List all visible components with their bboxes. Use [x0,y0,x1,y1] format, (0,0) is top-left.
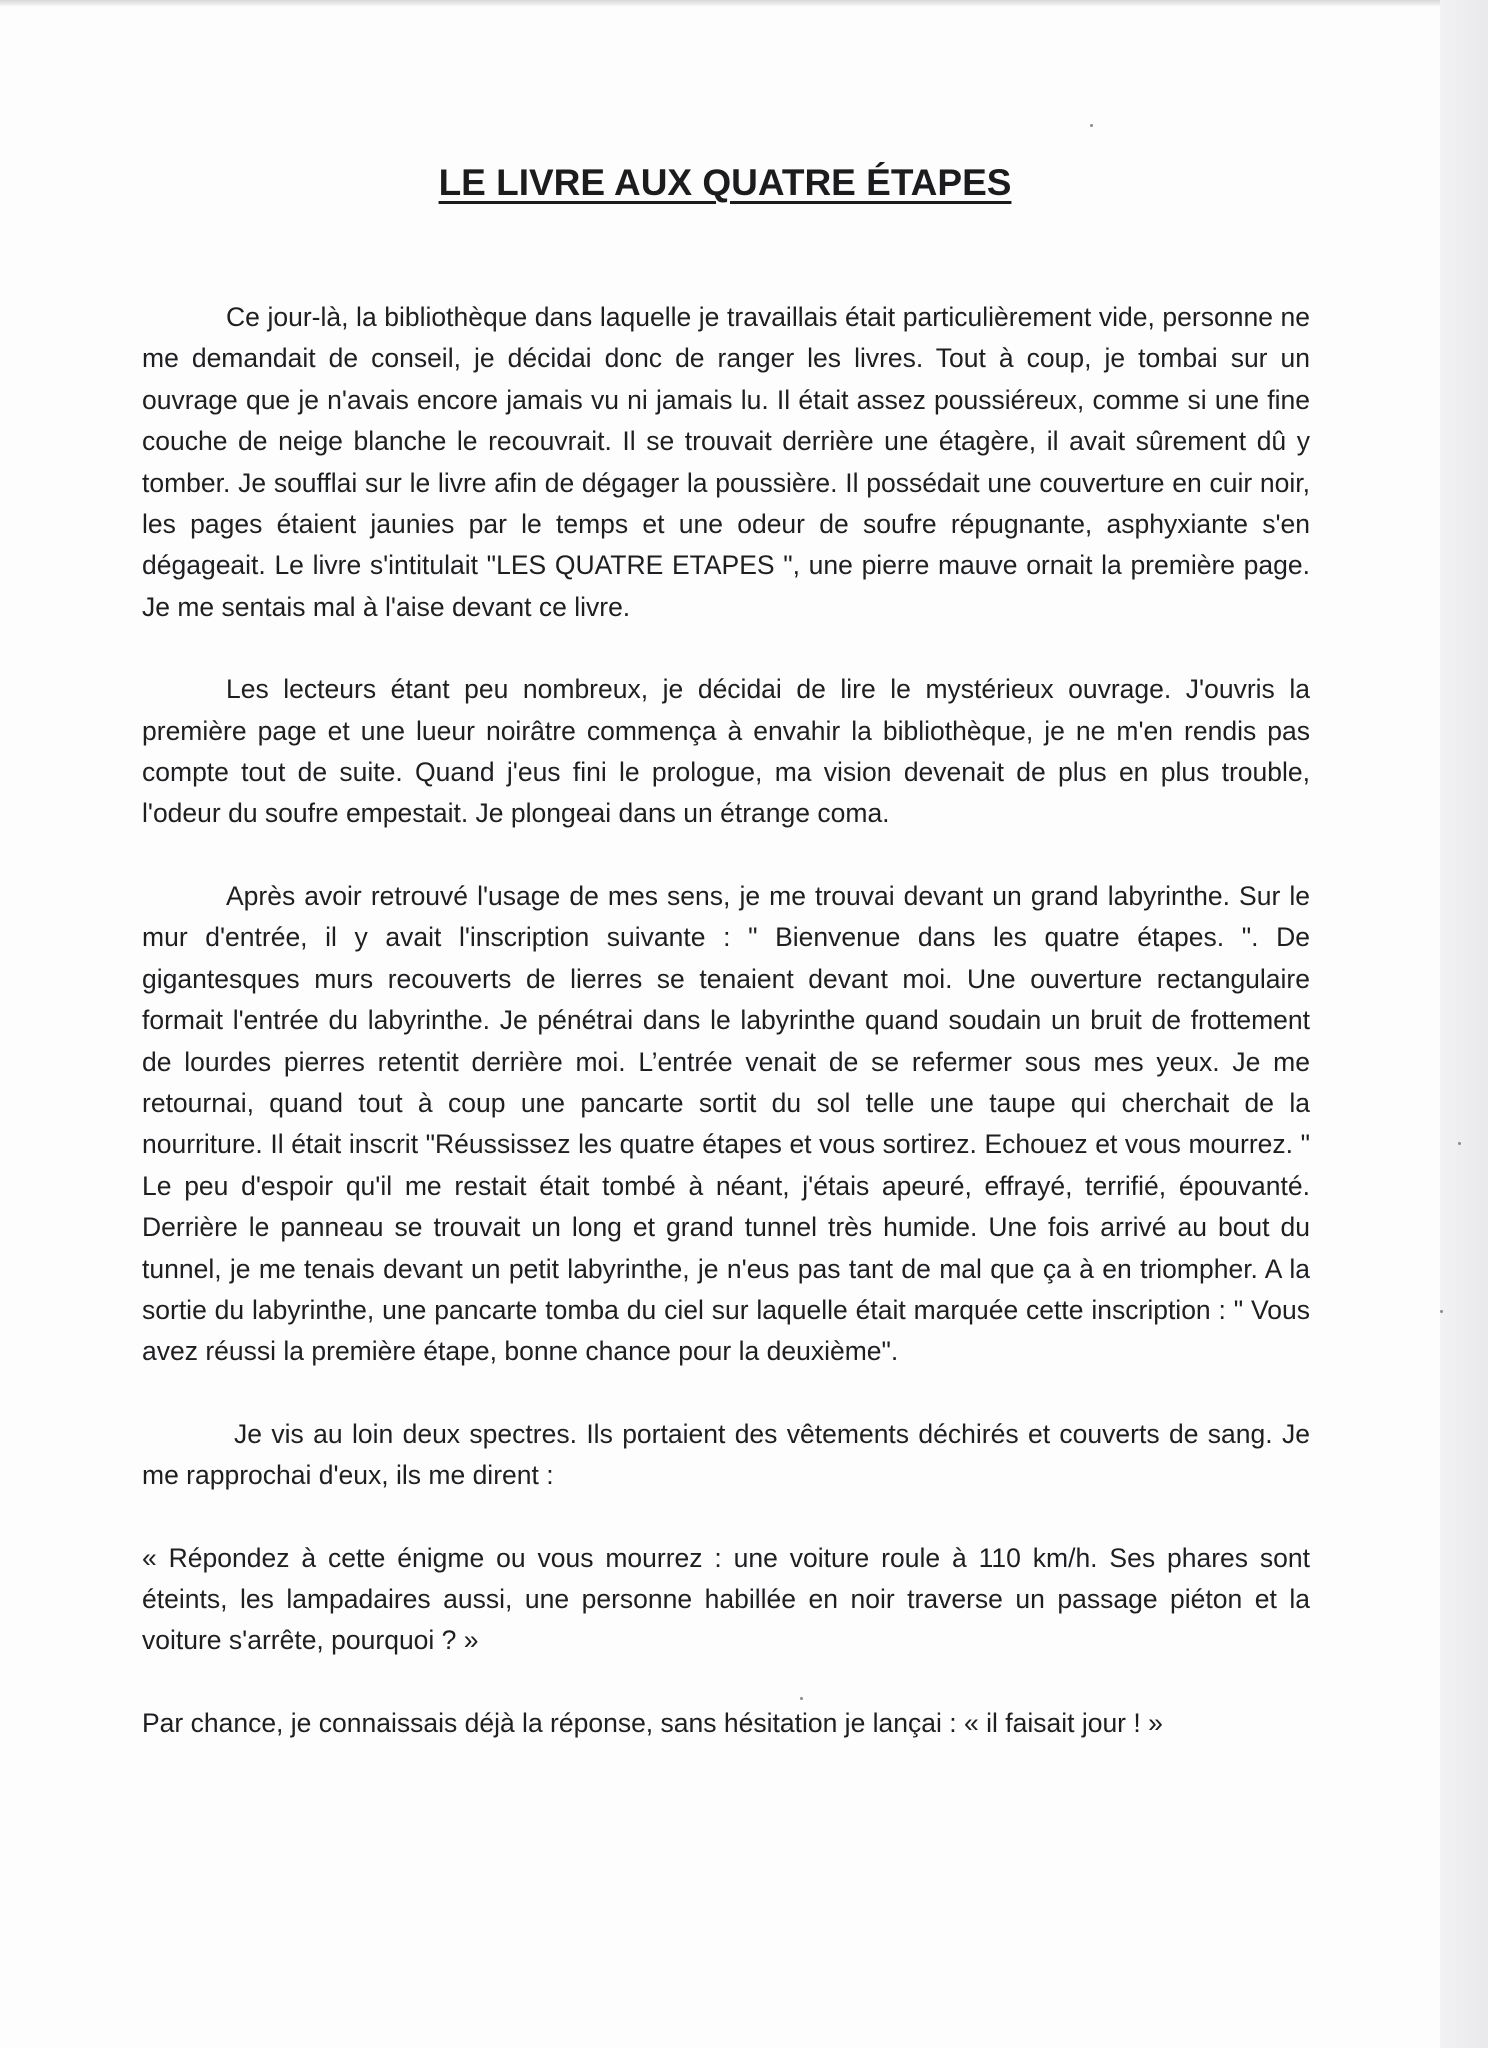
paper-right-edge [1440,0,1488,2048]
paragraph-6: Par chance, je connaissais déjà la réponse, sans hésitation je lançai : « il faisait jour ! » [142,1707,1163,1738]
scan-speck [1440,1310,1443,1313]
paragraph-3: Après avoir retrouvé l'usage de mes sens, je me trouvai devant un grand labyrinthe. Sur le mur d'entrée, il y avait l'inscription suivante : " Bienvenue dans les quatre étapes. ". De gigantesques murs recouverts de lierres se tenaient devant moi. Une ouverture rectangulaire formait l'entrée du labyrinthe. Je pénétrai dans le labyrinthe quand soudain un bruit de frottement de lourdes pierres retentit derrière moi. L’entrée venait de se refermer sous mes yeux. Je me retournai, quand tout à coup une pancarte sortit du sol telle une taupe qui cherchait de la nourriture. Il était inscrit "Réussissez les quatre étapes et vous sortirez. Echouez et vous mourrez. " Le peu d'espoir qu'il me restait était tombé à néant, j'étais apeuré, effrayé, terrifié, épouvanté. Derrière le panneau se trouvait un long et grand tunnel très humide. Une fois arrivé au bout du tunnel, je me tenais devant un petit labyrinthe, je n'eus pas tant de mal que ça à en triompher. A la sortie du labyrinthe, une pancarte tomba du ciel sur laquelle était marquée cette inscription : " Vous avez réussi la première étape, bonne chance pour la deuxième". [142,880,1310,1367]
paragraph-2: Les lecteurs étant peu nombreux, je décidai de lire le mystérieux ouvrage. J'ouvris la première page et une lueur noirâtre commença à envahir la bibliothèque, je ne m'en rendis pas compte tout de suite. Quand j'eus fini le prologue, ma vision devenait de plus en plus trouble, l'odeur du soufre empestait. Je plongeai dans un étrange coma. [142,674,1310,829]
scan-speck [800,1697,803,1700]
document-title: LE LIVRE AUX QUATRE ÉTAPES [438,162,1012,203]
scan-speck [1090,124,1093,127]
scan-speck [1458,1142,1461,1145]
paragraph-4: Je vis au loin deux spectres. Ils portaient des vêtements déchirés et couverts de sang. Je me rapprochai d'eux, ils me dirent : [142,1418,1310,1491]
paragraph-1: Ce jour-là, la bibliothèque dans laquelle je travaillais était particulièrement vide, personne ne me demandait de conseil, je décidai donc de ranger les livres. Tout à coup, je tombai sur un ouvrage que je n'avais encore jamais vu ni jamais lu. Il était assez poussiéreux, comme si une fine couche de neige blanche le recouvrait. Il se trouvait derrière une étagère, il avait sûrement dû y tomber. Je soufflai sur le livre afin de dégager la poussière. Il possédait une couverture en cuir noir, les pages étaient jaunies par le temps et une odeur de soufre répugnante, asphyxiante s'en dégageait. Le livre s'intitulait "LES QUATRE ETAPES ", une pierre mauve ornait la première page. Je me sentais mal à l'aise devant ce livre. [142,302,1310,622]
paragraph-5: « Répondez à cette énigme ou vous mourrez : une voiture roule à 110 km/h. Ses phares sont éteints, les lampadaires aussi, une personne habillée en noir traverse un passage piéton et la voiture s'arrête, pourquoi ? » [142,1542,1310,1656]
paper-top-edge [0,0,1488,6]
document-body [142,297,1310,1744]
